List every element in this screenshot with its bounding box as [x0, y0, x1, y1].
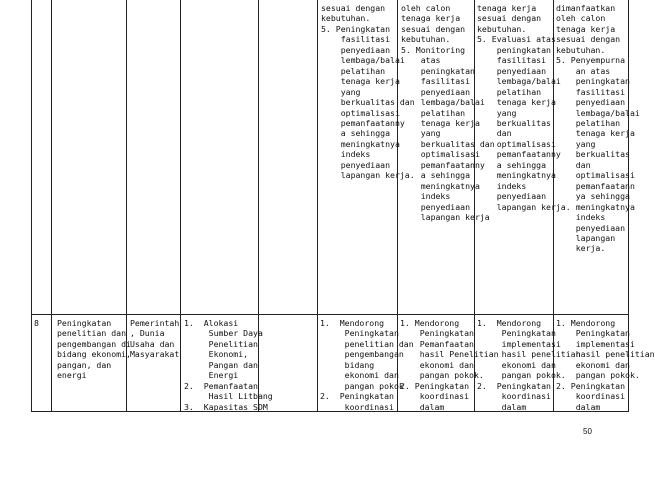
row8-komponen-cell: 1. Alokasi Sumber Daya Penelitian Ekonomi, Pangan dan Energi 2. Pemanfaatan Hasil Litbang 3. Kapasitas SDM [184, 318, 273, 412]
row8-col7-cell: 1. Mendorong Peningkatan Pemanfaatan hasil Penelitian ekonomi dan pangan pokok. 2. Peningkatan koordinasi dalam [400, 318, 499, 412]
row8-col9-cell: 1. Mendorong Peningkatan implementasi hasil penelitian ekonomi dan pangan pokok. 2. Peningkatan koordinasi dalam [556, 318, 655, 412]
top-row-col8-cell: tenaga kerja sesuai dengan kebutuhan. 5. Evaluasi atas peningkatan fasilitasi penyediaan lembaga/balai pelatihan tenaga kerja yang berkualitas dan optimalisasi pemanfaatanny a sehingga meningkatnya indeks penyediaan lapangan kerja. [477, 3, 571, 212]
top-row-col9-cell: dimanfaatkan oleh calon tenaga kerja sesuai dengan kebutuhan. 5. Penyempurna an atas peningkatan fasilitasi penyediaan lembaga/balai pelatihan tenaga kerja yang berkualitas dan optimalisasi pemanfaatann ya sehingga meningkatnya indeks penyediaan lapangan kerja. [556, 3, 640, 254]
row-divider [31, 314, 629, 315]
row8-program-cell: Peningkatan penelitian dan pengembangan di bidang ekonomi, pangan, dan energi [57, 318, 131, 381]
row8-col8-cell: 1. Mendorong Peningkatan implementasi hasil penelitian ekonomi dan pangan pokok. 2. Peningkatan koordinasi dalam [477, 318, 581, 412]
table-border-left [31, 0, 32, 411]
table-divider-no [51, 0, 52, 411]
row8-pelaku-cell: Pemerintah , Dunia Usaha dan Masyarakat [130, 318, 180, 360]
page-number: 50 [583, 427, 592, 436]
row8-number-cell: 8 [34, 318, 39, 328]
row8-col6-cell: 1. Mendorong Peningkatan penelitian dan pengembangan bidang ekonomi dan pangan pokok 2. Peningkatan koordinasi [320, 318, 414, 412]
table-divider-pelaku [180, 0, 181, 411]
top-row-col7-cell: oleh calon tenaga kerja sesuai dengan kebutuhan. 5. Monitoring atas peningkatan fasilitasi penyediaan lembaga/balai pelatihan tenaga kerja yang berkualitas dan optimalisasi pemanfaatanny a sehingga meningkatnya indeks penyediaan lapangan kerja [401, 3, 495, 223]
table-divider-empty [317, 0, 318, 411]
top-row-col6-cell: sesuai dengan kebutuhan. 5. Peningkatan fasilitasi penyediaan lembaga/balai pelatihan tenaga kerja yang berkualitas dan optimalisasi pemanfaatanny a sehingga meningkatnya indeks penyediaan lapangan kerja. [321, 3, 415, 181]
